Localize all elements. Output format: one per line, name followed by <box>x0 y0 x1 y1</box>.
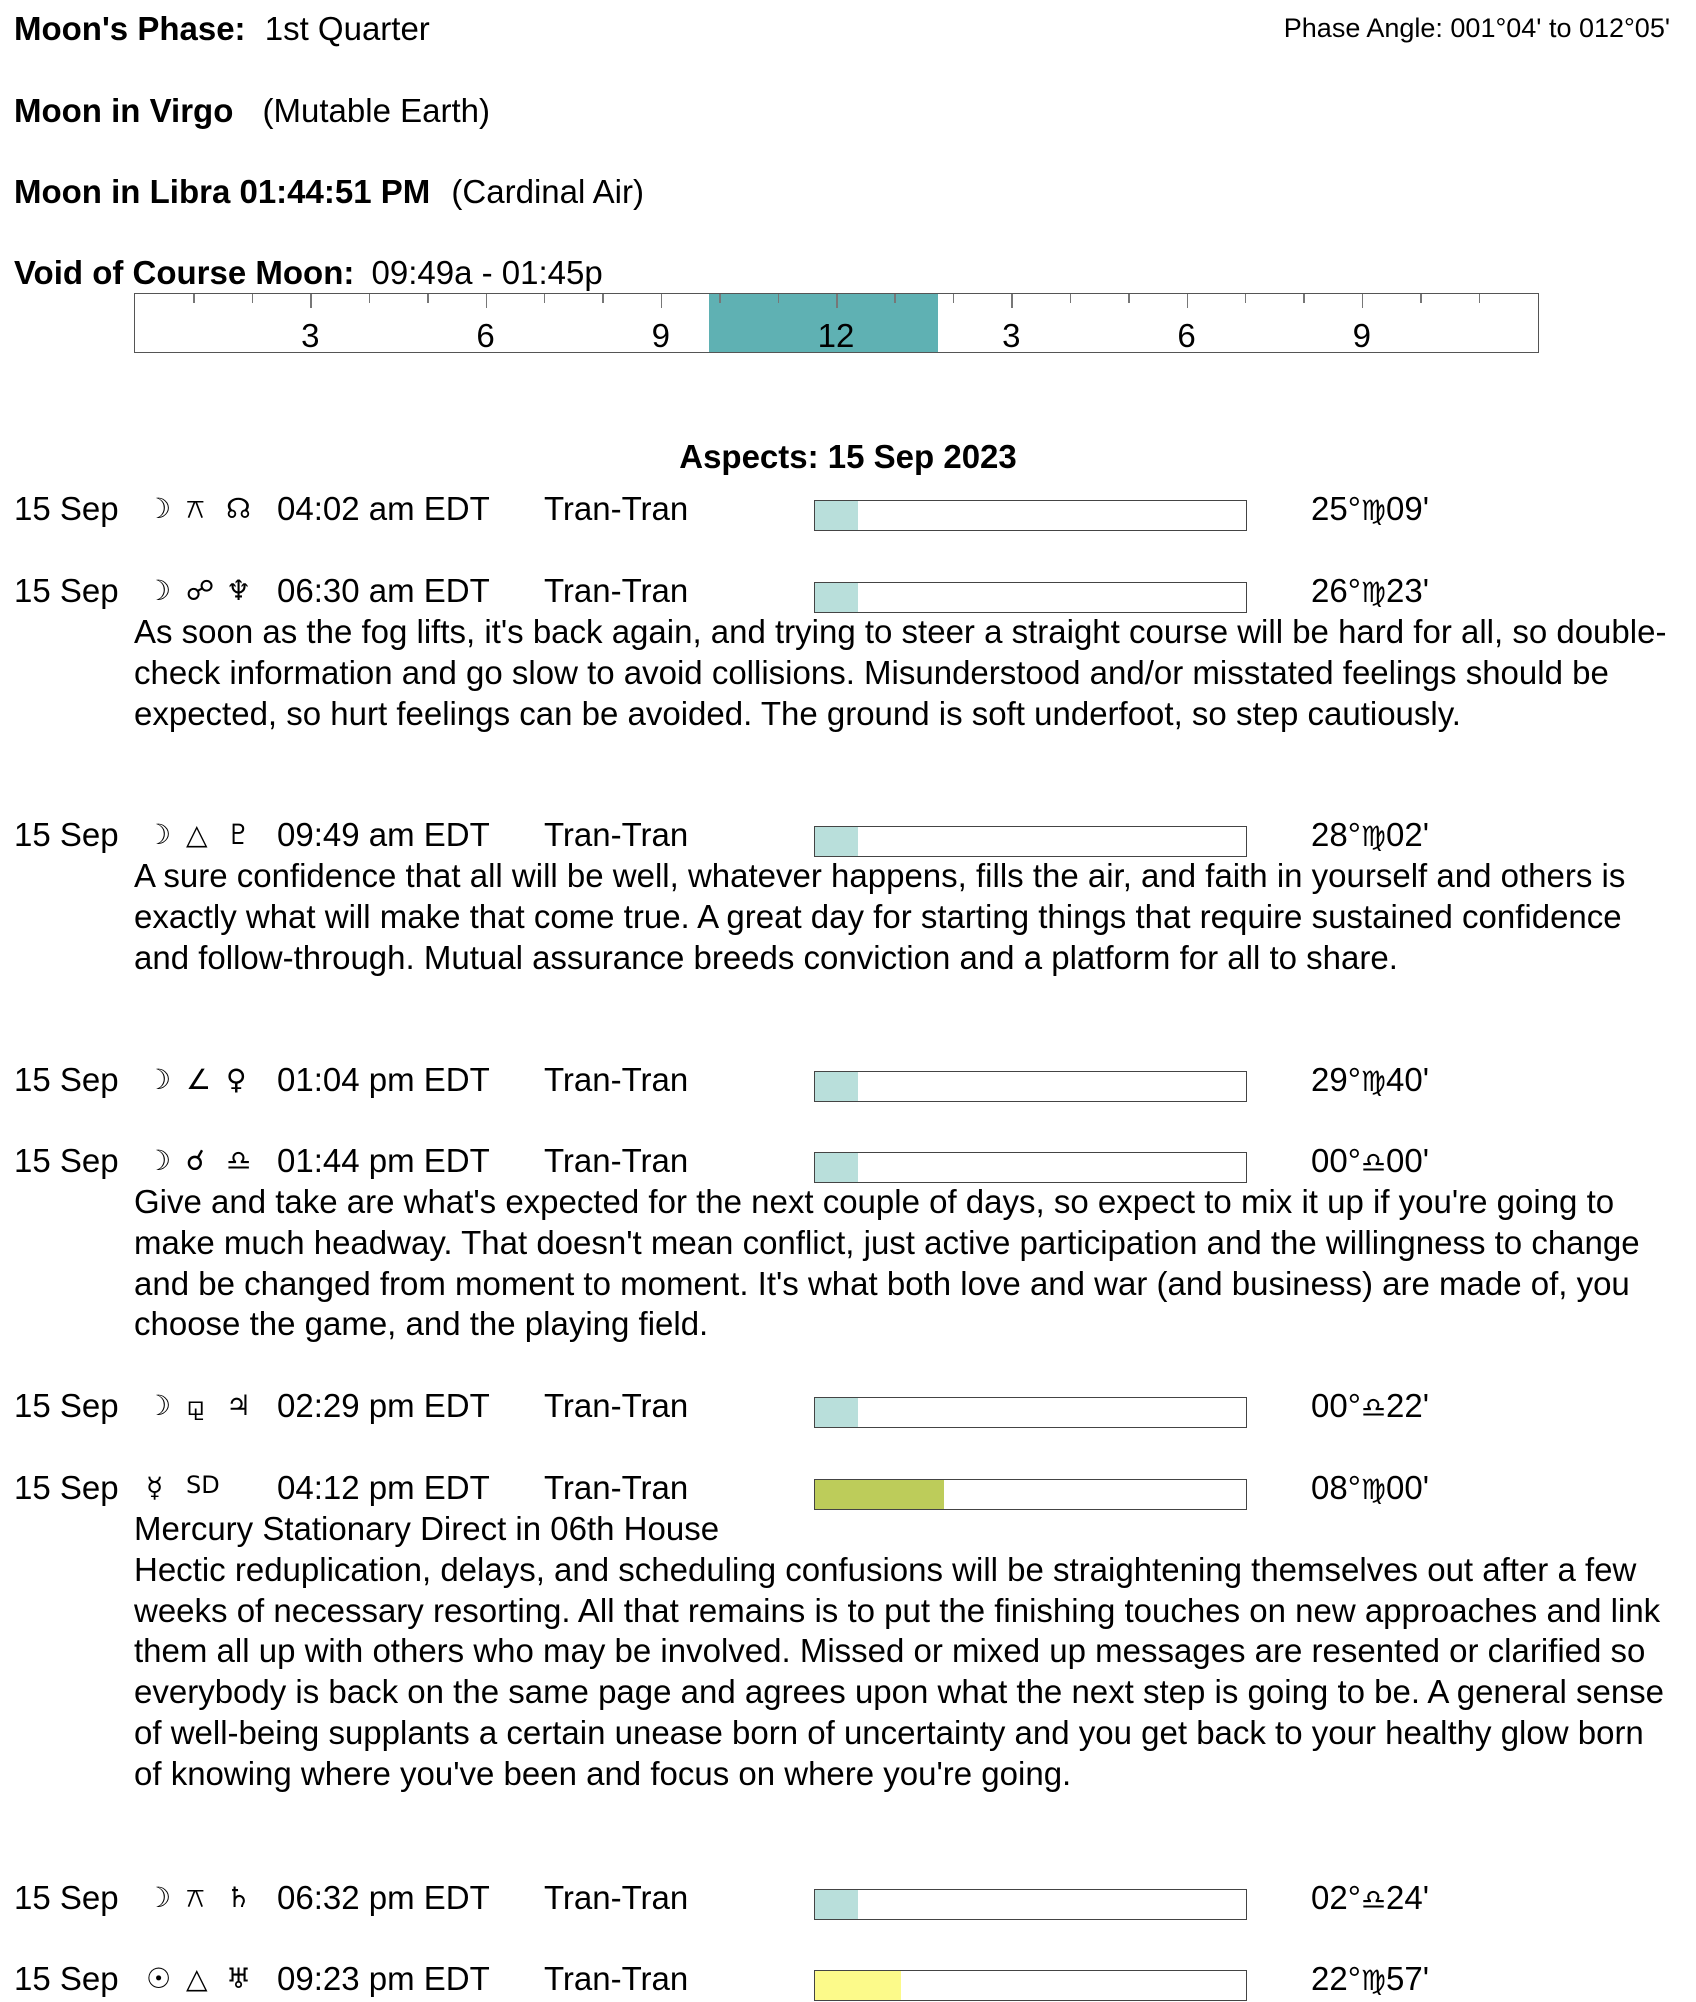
aspect-time: 09:23 pm EDT <box>277 1960 490 1997</box>
zodiac-sign-icon: ♍ <box>1360 576 1387 609</box>
zodiac-sign-icon: ♍ <box>1360 1964 1387 1997</box>
planet-glyph-icon: ☽ <box>146 492 172 525</box>
aspect-glyph-icon: ∠ <box>186 1063 212 1096</box>
moon-sign-label: Moon in Virgo <box>14 92 234 129</box>
aspect-date: 15 Sep <box>14 1879 119 1916</box>
moon-phase-row <box>14 10 430 48</box>
planet-glyph-icon: ☽ <box>146 1881 172 1914</box>
timeline-tick <box>661 294 663 308</box>
timeline-tick <box>193 294 195 303</box>
timeline-hour-label: 9 <box>1352 317 1371 354</box>
aspect-time: 09:49 am EDT <box>277 816 490 853</box>
void-of-course-row <box>14 254 603 292</box>
timeline-hour-label: 3 <box>301 317 320 354</box>
strength-bar-fill <box>815 1890 858 1919</box>
aspect-entry <box>14 572 1674 734</box>
strength-bar <box>814 500 1247 531</box>
zodiac-position <box>1311 1469 1429 1507</box>
moon-ingress-label: Moon in Libra 01:44:51 PM <box>14 173 431 210</box>
aspect-type: Tran-Tran <box>544 572 689 609</box>
planet-glyph-icon: ♇ <box>226 818 252 851</box>
timeline-tick <box>369 294 371 303</box>
aspect-line <box>14 572 1674 614</box>
aspect-glyph-icon: △ <box>186 818 208 851</box>
aspect-type: Tran-Tran <box>544 1142 689 1179</box>
strength-bar <box>814 1889 1247 1920</box>
planet-glyph-icon: ♆ <box>226 574 252 607</box>
aspect-description <box>134 1182 1674 1345</box>
zodiac-position <box>1311 1142 1429 1180</box>
timeline-tick <box>1187 294 1189 308</box>
zodiac-position <box>1311 816 1429 854</box>
position-minutes: 40' <box>1386 1061 1430 1098</box>
planet-glyph-icon: ♃ <box>226 1389 252 1422</box>
moon-phase-value: 1st Quarter <box>264 10 430 47</box>
planet-glyph-icon: ♎ <box>226 1144 252 1177</box>
position-degrees: 25° <box>1311 490 1361 527</box>
aspect-description <box>134 1509 1674 1795</box>
aspect-time: 04:02 am EDT <box>277 490 490 527</box>
aspect-time: 01:44 pm EDT <box>277 1142 490 1179</box>
timeline-tick <box>1128 294 1130 303</box>
strength-bar <box>814 1071 1247 1102</box>
timeline-tick <box>1479 294 1481 303</box>
strength-bar-fill <box>815 501 858 530</box>
aspect-glyph-icon: △ <box>186 1962 208 1995</box>
strength-bar <box>814 1152 1247 1183</box>
timeline-tick <box>252 294 254 303</box>
position-degrees: 00° <box>1311 1142 1361 1179</box>
planet-glyph-icon: ☿ <box>146 1471 164 1504</box>
position-minutes: 09' <box>1386 490 1430 527</box>
description-paragraph: Hectic reduplication, delays, and scheduling confusions will be straightening themselves out after a few weeks of necessary resorting. All that remains is to put the finishing touches on new approaches and link them all up with others who may be involved. Missed or mixed up messages are resented or clarified so everybody is back on the same page and agrees upon what the next step is going to be. A general sense of well-being supplants a certain unease born of uncertainty and you get back to your healthy glow born of knowing where you've been and focus on where you're going. <box>134 1550 1665 1792</box>
aspect-description <box>134 612 1674 734</box>
aspect-entry <box>14 1469 1674 1795</box>
aspect-time: 01:04 pm EDT <box>277 1061 490 1098</box>
aspect-date: 15 Sep <box>14 1469 119 1506</box>
void-of-course-label: Void of Course Moon: <box>14 254 355 291</box>
zodiac-position <box>1311 490 1429 528</box>
aspect-entry <box>14 816 1674 978</box>
strength-bar <box>814 582 1247 613</box>
strength-bar-fill <box>815 827 858 856</box>
aspect-time: 06:32 pm EDT <box>277 1879 490 1916</box>
planet-glyph-icon: ☽ <box>146 574 172 607</box>
timeline-tick <box>544 294 546 303</box>
timeline-tick <box>836 294 838 308</box>
timeline-tick <box>1420 294 1422 303</box>
zodiac-position <box>1311 1879 1429 1917</box>
aspect-type: Tran-Tran <box>544 1879 689 1916</box>
zodiac-sign-icon: ♍ <box>1360 1473 1387 1506</box>
position-degrees: 29° <box>1311 1061 1361 1098</box>
strength-bar-fill <box>815 1971 901 2000</box>
zodiac-sign-icon: ♎ <box>1360 1391 1387 1424</box>
aspect-date: 15 Sep <box>14 1061 119 1098</box>
aspect-glyph-icon: SD <box>186 1471 220 1499</box>
timeline-tick <box>1011 294 1013 308</box>
timeline-hour-label: 6 <box>1177 317 1196 354</box>
strength-bar-fill <box>815 1480 944 1509</box>
aspect-date: 15 Sep <box>14 1387 119 1424</box>
void-of-course-timeline <box>134 293 1539 353</box>
planet-glyph-icon: ☽ <box>146 818 172 851</box>
description-paragraph: Give and take are what's expected for the next couple of days, so expect to mix it up if you're going to make much headway. That doesn't mean conflict, just active participation and the willingness to change and be changed from moment to moment. It's what both love and war (and business) are made of, you choose the game, and the playing field. <box>134 1183 1640 1343</box>
aspect-entry <box>14 1142 1674 1345</box>
timeline-tick <box>310 294 312 308</box>
moon-ingress-row <box>14 173 644 211</box>
timeline-tick <box>719 294 721 303</box>
aspect-description <box>134 856 1674 978</box>
position-minutes: 57' <box>1386 1960 1430 1997</box>
planet-glyph-icon: ☊ <box>226 492 251 525</box>
phase-angle: Phase Angle: 001°04' to 012°05' <box>1283 13 1670 43</box>
strength-bar-fill <box>815 1153 858 1182</box>
position-minutes: 02' <box>1386 816 1430 853</box>
aspect-type: Tran-Tran <box>544 1387 689 1424</box>
position-minutes: 22' <box>1386 1387 1430 1424</box>
aspect-time: 02:29 pm EDT <box>277 1387 490 1424</box>
planet-glyph-icon: ☽ <box>146 1389 172 1422</box>
position-degrees: 02° <box>1311 1879 1361 1916</box>
zodiac-position <box>1311 1387 1429 1425</box>
aspect-glyph-icon: ⚻ <box>186 1881 205 1914</box>
aspect-type: Tran-Tran <box>544 1960 689 1997</box>
planet-glyph-icon: ♅ <box>226 1962 252 1995</box>
aspect-type: Tran-Tran <box>544 816 689 853</box>
timeline-hour-label: 9 <box>651 317 670 354</box>
zodiac-sign-icon: ♎ <box>1360 1883 1387 1916</box>
aspect-date: 15 Sep <box>14 1960 119 1997</box>
aspect-type: Tran-Tran <box>544 1469 689 1506</box>
timeline-tick <box>1070 294 1072 303</box>
position-degrees: 22° <box>1311 1960 1361 1997</box>
moon-sign-element: (Mutable Earth) <box>262 92 490 129</box>
timeline-tick <box>778 294 780 303</box>
timeline-tick <box>486 294 488 308</box>
planet-glyph-icon: ♄ <box>226 1881 252 1914</box>
strength-bar <box>814 1397 1247 1428</box>
timeline-tick <box>1362 294 1364 308</box>
zodiac-sign-icon: ♍ <box>1360 820 1387 853</box>
position-degrees: 28° <box>1311 816 1361 853</box>
aspect-date: 15 Sep <box>14 1142 119 1179</box>
strength-bar-fill <box>815 1072 858 1101</box>
timeline-hour-label: 3 <box>1002 317 1021 354</box>
zodiac-sign-icon: ♍ <box>1360 1065 1387 1098</box>
position-degrees: 26° <box>1311 572 1361 609</box>
zodiac-sign-icon: ♍ <box>1360 494 1387 527</box>
timeline-tick <box>1245 294 1247 303</box>
aspect-glyph-icon: ☍ <box>186 574 215 607</box>
description-paragraph: As soon as the fog lifts, it's back again, and trying to steer a straight course will be hard for all, so double-check information and go slow to avoid collisions. Misunderstood and/or misstated feelings should be expected, so hurt feelings can be avoided. The ground is soft underfoot, so step cautiously. <box>134 613 1667 732</box>
aspect-date: 15 Sep <box>14 572 119 609</box>
planet-glyph-icon: ♀ <box>226 1063 247 1096</box>
aspect-date: 15 Sep <box>14 490 119 527</box>
timeline-tick <box>602 294 604 303</box>
aspect-line <box>14 1469 1674 1511</box>
timeline-tick <box>427 294 429 303</box>
position-minutes: 00' <box>1386 1142 1430 1179</box>
void-of-course-value: 09:49a - 01:45p <box>371 254 603 291</box>
aspects-title: Aspects: 15 Sep 2023 <box>679 438 1017 475</box>
strength-bar <box>814 1479 1247 1510</box>
aspect-line <box>14 1142 1674 1184</box>
description-paragraph: Mercury Stationary Direct in 06th House <box>134 1510 720 1547</box>
strength-bar-fill <box>815 583 858 612</box>
strength-bar-fill <box>815 1398 858 1427</box>
position-minutes: 00' <box>1386 1469 1430 1506</box>
zodiac-position <box>1311 1960 1429 1998</box>
moon-sign-row <box>14 92 490 130</box>
position-minutes: 24' <box>1386 1879 1430 1916</box>
planet-glyph-icon: ☉ <box>146 1962 172 1995</box>
aspect-time: 04:12 pm EDT <box>277 1469 490 1506</box>
position-degrees: 08° <box>1311 1469 1361 1506</box>
aspect-glyph-icon: ⚼ <box>186 1389 206 1422</box>
aspect-glyph-icon: ☌ <box>186 1144 205 1177</box>
aspect-time: 06:30 am EDT <box>277 572 490 609</box>
zodiac-position <box>1311 572 1429 610</box>
aspect-glyph-icon: ⚻ <box>186 492 205 525</box>
timeline-hour-label: 6 <box>476 317 495 354</box>
timeline-tick <box>894 294 896 303</box>
timeline-tick <box>953 294 955 303</box>
strength-bar <box>814 826 1247 857</box>
aspect-type: Tran-Tran <box>544 490 689 527</box>
moon-phase-label: Moon's Phase: <box>14 10 246 47</box>
position-minutes: 23' <box>1386 572 1430 609</box>
timeline-hour-label: 12 <box>817 317 855 354</box>
position-degrees: 00° <box>1311 1387 1361 1424</box>
strength-bar <box>814 1970 1247 2001</box>
aspect-line <box>14 816 1674 858</box>
zodiac-position <box>1311 1061 1429 1099</box>
planet-glyph-icon: ☽ <box>146 1144 172 1177</box>
description-paragraph: A sure confidence that all will be well, whatever happens, fills the air, and faith in yourself and others is exactly what will make that come true. A great day for starting things that require sustained confidence and follow-through. Mutual assurance breeds conviction and a platform for all to share. <box>134 857 1626 976</box>
planet-glyph-icon: ☽ <box>146 1063 172 1096</box>
zodiac-sign-icon: ♎ <box>1360 1146 1387 1179</box>
aspect-date: 15 Sep <box>14 816 119 853</box>
moon-ingress-element: (Cardinal Air) <box>451 173 644 210</box>
timeline-tick <box>1303 294 1305 303</box>
aspect-type: Tran-Tran <box>544 1061 689 1098</box>
